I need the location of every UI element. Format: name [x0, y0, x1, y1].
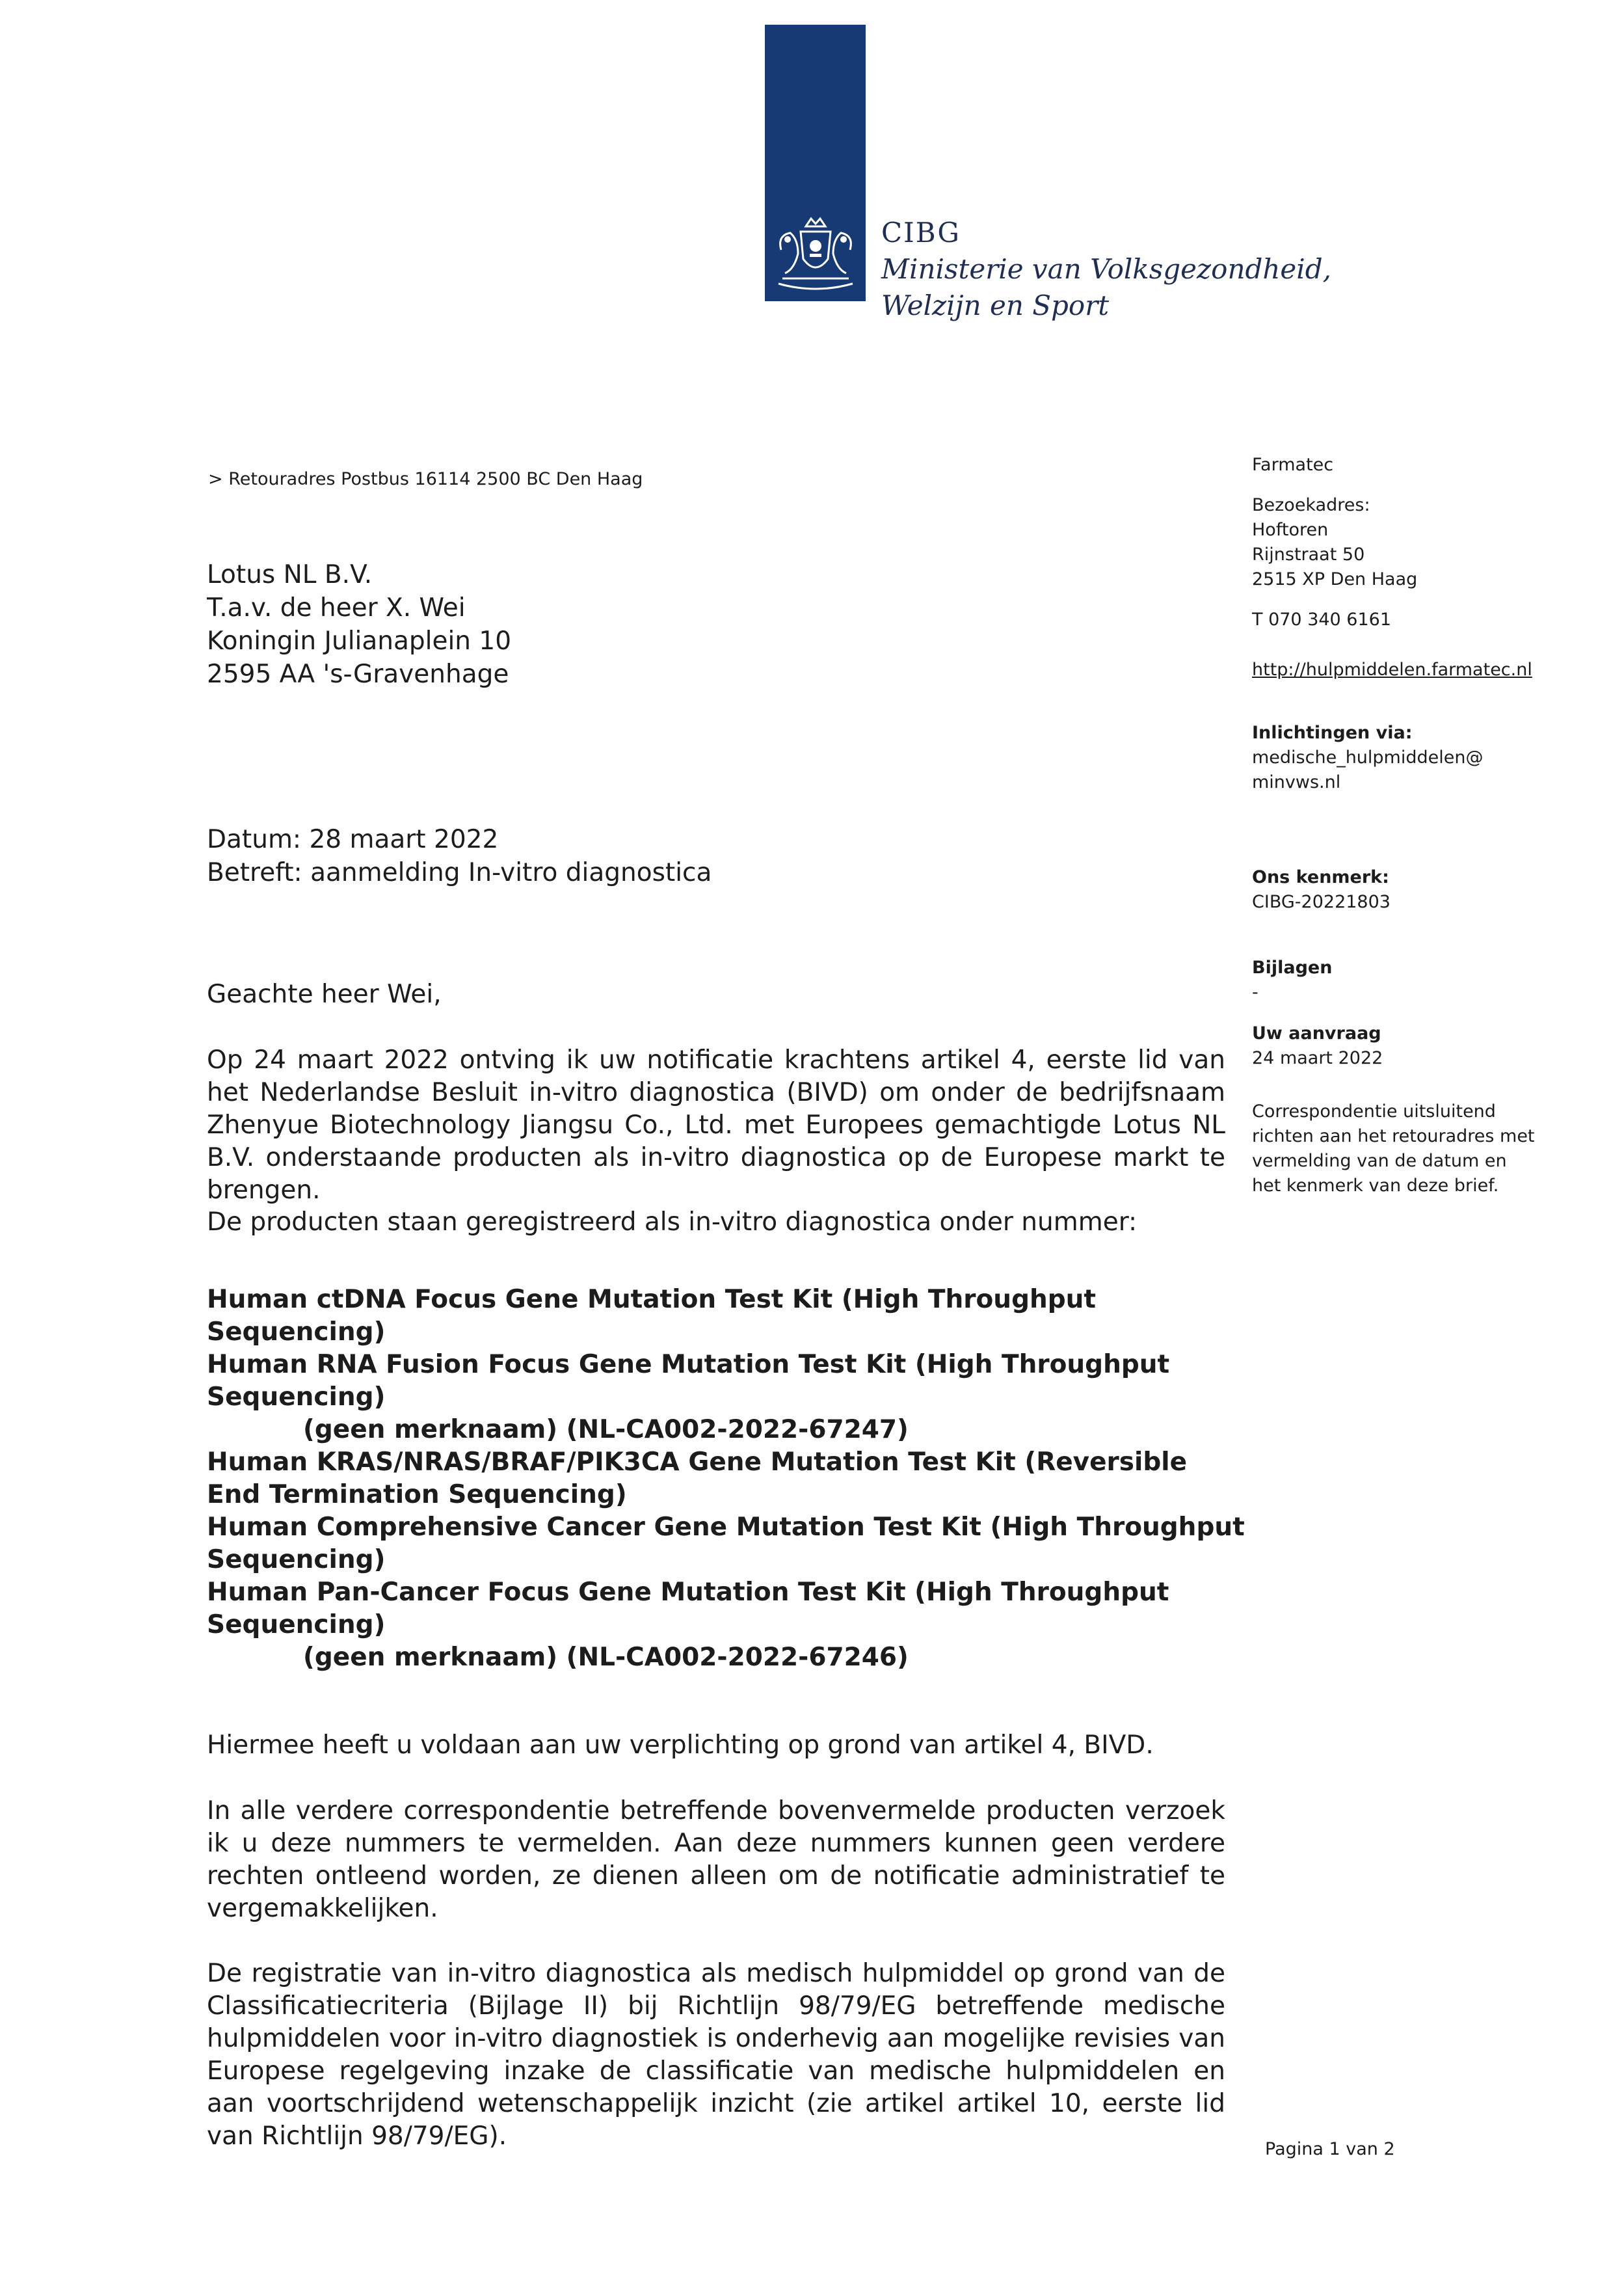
paragraph-correspondence: In alle verdere correspondentie betreffende bovenvermelde producten verzoek ik u deze nummers te vermelden. Aan deze nummers kunnen geen verdere rechten ontleend worden, ze dienen alleen om de notificatie administratief te vergemakkelijken.	[207, 1796, 1225, 1923]
paragraph-compliance: Hiermee heeft u voldaan aan uw verplichting op grond van artikel 4, BIVD.	[207, 1731, 1154, 1760]
org-name: CIBG	[881, 217, 961, 249]
product-line: Sequencing)	[207, 1610, 386, 1639]
product-list	[207, 1284, 1247, 1674]
product-line: End Termination Sequencing)	[207, 1480, 627, 1509]
visit-line: Hoftoren	[1252, 520, 1329, 540]
recipient-line: T.a.v. de heer X. Wei	[207, 593, 466, 623]
reference-label: Ons kenmerk:	[1252, 867, 1389, 887]
attachments-label: Bijlagen	[1252, 958, 1333, 978]
letter-date: Datum: 28 maart 2022	[207, 825, 499, 854]
sidebar-info	[1252, 721, 1590, 795]
product-line: Sequencing)	[207, 1317, 386, 1347]
ministry-line-2: Welzijn en Sport	[881, 290, 1110, 321]
sidebar-dept: Farmatec	[1252, 455, 1334, 475]
paragraph-notification: Op 24 maart 2022 ontving ik uw notificatie krachtens artikel 4, eerste lid van het Nederlandse Besluit in-vitro diagnostica (BIVD) om onder de bedrijfsnaam Zhenyue Biotechnology Jiangsu Co., Ltd. met Europees gemachtigde Lotus NL B.V. onderstaande producten als in-vitro diagnostica op de Europese markt te brengen.	[207, 1045, 1225, 1205]
visit-line: Rijnstraat 50	[1252, 545, 1365, 565]
reference-value: CIBG-20221803	[1252, 892, 1391, 912]
ministry-name	[881, 215, 1331, 324]
sidebar-reference	[1252, 865, 1590, 915]
product-line: Human KRAS/NRAS/BRAF/PIK3CA Gene Mutation Test Kit (Reversible	[207, 1448, 1188, 1477]
product-line: Human Comprehensive Cancer Gene Mutation Test Kit (High Throughput	[207, 1513, 1245, 1542]
sidebar-url-wrap	[1252, 658, 1590, 682]
return-address: > Retouradres Postbus 16114 2500 BC Den Haag	[208, 469, 643, 489]
product-line: Human RNA Fusion Focus Gene Mutation Test Kit (High Throughput	[207, 1350, 1170, 1379]
recipient-address	[207, 558, 511, 691]
registration-number: (geen merknaam) (NL-CA002-2022-67247)	[303, 1415, 909, 1444]
royal-crest-icon	[772, 213, 859, 295]
letter-meta	[207, 823, 712, 889]
sidebar-phone: T 070 340 6161	[1252, 610, 1392, 630]
request-value: 24 maart 2022	[1252, 1048, 1383, 1068]
visit-line: 2515 XP Den Haag	[1252, 569, 1418, 589]
website-link[interactable]: http://hulpmiddelen.farmatec.nl	[1252, 660, 1532, 680]
sidebar-attachments	[1252, 956, 1590, 1005]
product-line: Sequencing)	[207, 1382, 386, 1412]
letter-subject: Betreft: aanmelding In-vitro diagnostica	[207, 858, 712, 887]
recipient-line: 2595 AA 's-Gravenhage	[207, 660, 509, 689]
attachments-value: -	[1252, 982, 1258, 1003]
sidebar-request	[1252, 1021, 1590, 1071]
recipient-line: Lotus NL B.V.	[207, 560, 373, 589]
note-line: het kenmerk van deze brief.	[1252, 1176, 1499, 1196]
note-line: richten aan het retouradres met	[1252, 1126, 1535, 1146]
info-label: Inlichtingen via:	[1252, 723, 1413, 743]
product-line: Human ctDNA Focus Gene Mutation Test Kit (High Throughput	[207, 1285, 1097, 1314]
visit-label: Bezoekadres:	[1252, 495, 1370, 515]
salutation: Geachte heer Wei,	[207, 980, 442, 1009]
registration-number: (geen merknaam) (NL-CA002-2022-67246)	[303, 1643, 909, 1672]
sidebar-note	[1252, 1099, 1590, 1198]
sidebar-visit-address	[1252, 493, 1590, 592]
info-line: minvws.nl	[1252, 772, 1341, 792]
paragraph-classification: De registratie van in-vitro diagnostica als medisch hulpmiddel op grond van de Classificatiecriteria (Bijlage II) bij Richtlijn 98/79/EG betreffende medische hulpmiddelen voor in-vitro diagnostiek is onderhevig aan mogelijke revisies van Europese regelgeving inzake de classificatie van medische hulpmiddelen en aan voortschrijdend wetenschappelijk inzicht (zie artikel artikel 10, eerste lid van Richtlijn 98/79/EG).	[207, 1959, 1225, 2151]
info-line: medische_hulpmiddelen@	[1252, 748, 1484, 768]
note-line: vermelding van de datum en	[1252, 1151, 1507, 1171]
paragraph-registration: De producten staan geregistreerd als in-vitro diagnostica onder nummer:	[207, 1207, 1138, 1237]
request-label: Uw aanvraag	[1252, 1023, 1381, 1044]
page-number: Pagina 1 van 2	[1265, 2139, 1395, 2159]
ministry-line-1: Ministerie van Volksgezondheid,	[881, 253, 1331, 285]
product-line: Human Pan-Cancer Focus Gene Mutation Test Kit (High Throughput	[207, 1578, 1169, 1607]
recipient-line: Koningin Julianaplein 10	[207, 626, 512, 656]
product-line: Sequencing)	[207, 1545, 386, 1574]
note-line: Correspondentie uitsluitend	[1252, 1101, 1496, 1122]
ministry-logo-bar	[765, 25, 866, 301]
